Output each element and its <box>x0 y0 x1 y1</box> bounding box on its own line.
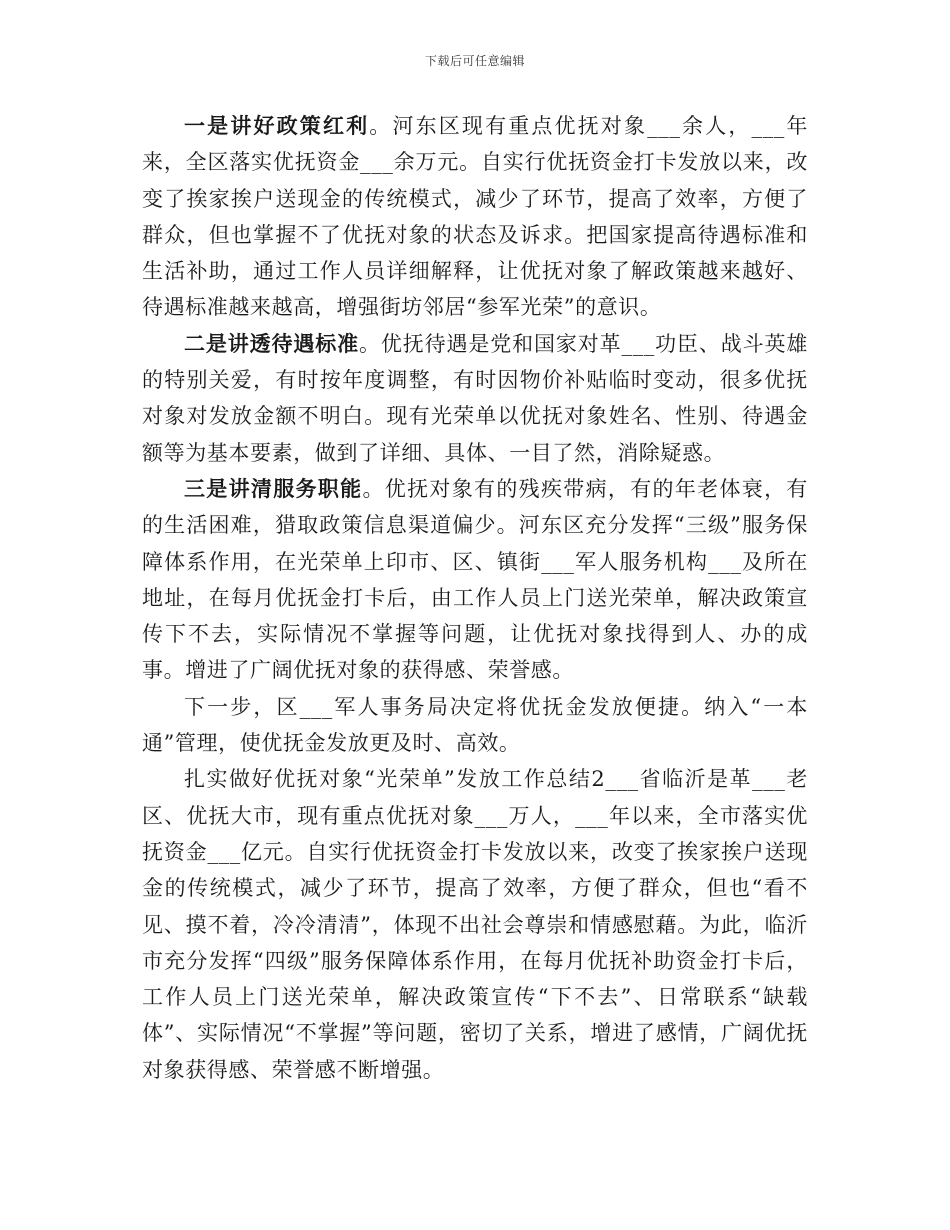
paragraph-text: 。优抚对象有的残疾带病，有的年老体衰，有的生活困难，猎取政策信息渠道偏少。河东区充分发挥“三级”服务保障体系作用，在光荣单上印市、区、镇街___军人服务机构___及所在地址，在每月优抚金打卡后，由工作人员上门送光荣单，解决政策宣传下不去，实际情况不掌握等问题，让优抚对象找得到人、办的成事。增进了广阔优抚对象的获得感、荣誉感。 <box>142 476 808 683</box>
paragraph-lead: 二是讲透待遇标准 <box>184 330 360 356</box>
page-header: 下载后可任意编辑 <box>424 54 525 68</box>
paragraph-service-functions <box>142 471 808 689</box>
paragraph-text: 扎实做好优抚对象“光荣单”发放工作总结2___省临沂是革___老区、优抚大市，现有重点优抚对象___万人，___年以来，全市落实优抚资金___亿元。自实行优抚资金打卡发放以来，改变了挨家挨户送现金的传统模式，减少了环节，提高了效率，方便了群众，但也“看不见、摸不着，冷冷清清”，体现不出社会尊崇和情感慰藉。为此，临沂市充分发挥“四级”服务保障体系作用，在每月优抚补助资金打卡后，工作人员上门送光荣单，解决政策宣传“下不去”、日常联系“缺载体”、实际情况“不掌握”等问题，密切了关系，增进了感情，广阔优抚对象获得感、荣誉感不断增强。 <box>142 767 808 1082</box>
paragraph-lead: 一是讲好政策红利 <box>184 113 370 138</box>
paragraph-treatment-standards <box>142 326 808 471</box>
paragraph-summary-2 <box>142 761 808 1088</box>
paragraph-lead: 三是讲清服务职能 <box>184 475 363 501</box>
paragraph-text: 。河东区现有重点优抚对象___余人，___年来，全区落实优抚资金___余万元。自实行优抚资金打卡发放以来，改变了挨家挨户送现金的传统模式，减少了环节，提高了效率，方便了群众，但也掌握不了优抚对象的状态及诉求。把国家提高待遇标准和生活补助，通过工作人员详细解释，让优抚对象了解政策越来越好、待遇标准越来越高，增强街坊邻居“参军光荣”的意识。 <box>142 114 808 320</box>
paragraph-text: 下一步，区___军人事务局决定将优抚金发放便捷。纳入“一本通”管理，使优抚金发放更及时、高效。 <box>142 694 808 756</box>
paragraph-policy-benefits <box>142 108 808 326</box>
paragraph-next-step <box>142 689 808 762</box>
document-body <box>142 108 808 1088</box>
paragraph-text: 。优抚待遇是党和国家对革___功臣、战斗英雄的特别关爱，有时按年度调整，有时因物价补贴临时变动，很多优抚对象对发放金额不明白。现有光荣单以优抚对象姓名、性别、待遇金额等为基本要素，做到了详细、具体、一目了然，消除疑惑。 <box>142 331 808 465</box>
